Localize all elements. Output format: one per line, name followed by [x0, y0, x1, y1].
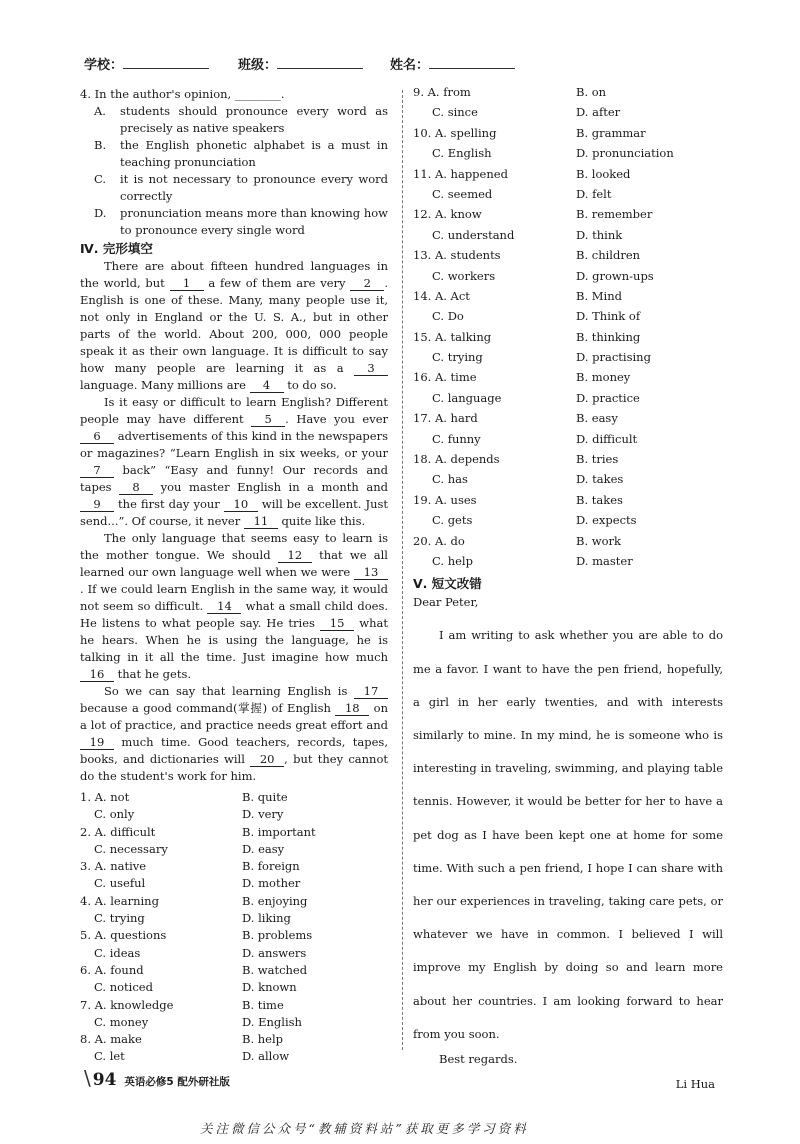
- option-c: C. Do: [432, 309, 464, 324]
- question-4-stem: 4. In the author's opinion, ________.: [80, 87, 285, 101]
- answer-options-right: [413, 84, 723, 573]
- question-4-option-b: [80, 137, 388, 171]
- option-a: 1. A. not: [80, 790, 130, 804]
- option-d: D. very: [242, 807, 284, 822]
- option-a: 19. A. uses: [413, 492, 477, 507]
- blank-2: 2: [350, 277, 384, 291]
- answer-row-ab: [80, 962, 388, 979]
- name-label: 姓名：: [390, 58, 430, 73]
- option-d: D. practising: [576, 350, 651, 365]
- cloze-paragraph-1: [80, 258, 388, 394]
- option-c: C. English: [432, 146, 492, 161]
- option-a: 17. A. hard: [413, 411, 478, 426]
- blank-8: 8: [119, 481, 153, 495]
- name-blank: [429, 54, 515, 69]
- option-b: B. watched: [242, 962, 308, 977]
- blank-7: 7: [80, 464, 114, 478]
- question-4-option-d: [80, 205, 388, 239]
- blank-13: 13: [354, 566, 388, 580]
- answer-row-cd: [413, 227, 723, 247]
- answer-row-cd: [413, 471, 723, 491]
- option-d: D. English: [242, 1014, 302, 1029]
- blank-20: 20: [250, 753, 284, 767]
- letter-closing: Best regards.: [439, 1052, 518, 1067]
- school-blank: [123, 54, 209, 69]
- option-c: C. money: [94, 1014, 149, 1029]
- option-a: 3. A. native: [80, 859, 147, 874]
- option-b: B. grammar: [576, 125, 646, 140]
- blank-16: 16: [80, 668, 114, 682]
- answer-row-cd: [80, 1014, 388, 1031]
- option-b: B. thinking: [576, 329, 641, 344]
- passage-text: that he gets.: [114, 667, 192, 681]
- option-d: D. Think of: [576, 309, 641, 324]
- option-d: D. difficult: [576, 431, 638, 446]
- option-a: 6. A. found: [80, 962, 144, 977]
- option-b: B. children: [576, 248, 641, 263]
- option-d: D. answers: [242, 945, 307, 960]
- option-c: C. language: [432, 390, 502, 405]
- answer-row-ab: [80, 1031, 388, 1048]
- option-d: D. grown-ups: [576, 268, 654, 283]
- left-column: [80, 86, 388, 1066]
- question-4-option-c: [80, 171, 388, 205]
- answer-row-ab: [413, 206, 723, 226]
- option-b: B. takes: [576, 492, 623, 507]
- answer-row-cd: [413, 186, 723, 206]
- class-field: [238, 54, 363, 74]
- answer-row-ab: [413, 125, 723, 145]
- option-a: 12. A. know: [413, 207, 482, 222]
- option-a: 14. A. Act: [413, 288, 470, 303]
- option-a: 20. A. do: [413, 533, 465, 548]
- blank-6: 6: [80, 430, 114, 444]
- option-c: C. trying: [432, 350, 483, 365]
- answer-row-cd: [413, 390, 723, 410]
- option-label: B.: [94, 138, 107, 152]
- option-d: D. takes: [576, 472, 624, 487]
- option-a: 13. A. students: [413, 248, 501, 263]
- passage-text: what he hears. When he is using the language, he is talking in it all the time. Just imagine how much: [80, 616, 388, 664]
- option-d: D. felt: [576, 186, 612, 201]
- option-c: C. noticed: [94, 980, 153, 995]
- passage-text: back” “Easy and funny! Our records and tapes: [80, 463, 388, 494]
- option-a: 7. A. knowledge: [80, 997, 174, 1012]
- option-c: C. necessary: [94, 841, 168, 856]
- option-b: B. work: [576, 533, 621, 548]
- option-c: C. since: [432, 105, 478, 120]
- answer-row-cd: [80, 806, 388, 823]
- option-label: D.: [94, 206, 107, 220]
- option-a: 4. A. learning: [80, 893, 159, 908]
- blank-3: 3: [354, 362, 388, 376]
- option-c: C. understand: [432, 227, 515, 242]
- school-field: [84, 54, 209, 74]
- page-number: 94: [92, 1070, 117, 1090]
- blank-11: 11: [244, 515, 278, 529]
- option-a: 15. A. talking: [413, 329, 492, 344]
- letter-body: I am writing to ask whether you are able to do me a favor. I want to have the pen friend, hopefully, a girl in her early twenties, and with interests similarly to mine. In my mind, he is someone who is interesting in traveling, swimming, and playing table tennis. However, it would be better for her to have a pet dog as I have been kept one at home for some time. With such a pen friend, I hope I can share with her our experiences in traveling, taking care pets, or whatever we have in common. I believed I will improve my English by doing so and learn more about her countries. I am looking forward to hear from you soon.: [413, 628, 723, 1041]
- option-a: 9. A. from: [413, 85, 471, 99]
- answer-row-cd: [80, 979, 388, 996]
- option-c: C. help: [432, 553, 473, 568]
- option-text: students should pronounce every word as precisely as native speakers: [120, 104, 388, 135]
- option-text: pronunciation means more than knowing how to pronounce every single word: [120, 206, 388, 237]
- option-b: B. quite: [242, 790, 288, 804]
- answer-row-ab: [80, 824, 388, 841]
- answer-row-ab: [80, 789, 388, 806]
- option-c: C. let: [94, 1049, 125, 1064]
- cloze-section-title: Ⅳ. 完形填空: [80, 241, 153, 256]
- footer-slash-icon: \: [84, 1066, 91, 1090]
- answer-row-cd: [413, 349, 723, 369]
- option-b: B. tries: [576, 452, 619, 467]
- answer-row-ab: [80, 858, 388, 875]
- cloze-paragraph-3: [80, 530, 388, 683]
- option-d: D. master: [576, 553, 633, 568]
- option-d: D. easy: [242, 841, 285, 856]
- passage-text: advertisements of this kind in the newspapers or magazines? “Learn English in six weeks, or your: [80, 429, 388, 460]
- student-info-header: [84, 54, 744, 76]
- option-c: C. ideas: [94, 945, 141, 960]
- answer-row-cd: [413, 145, 723, 165]
- answer-row-ab: [413, 288, 723, 308]
- option-b: B. looked: [576, 166, 631, 181]
- answer-row-ab: [413, 410, 723, 430]
- answer-row-ab: [413, 166, 723, 186]
- option-d: D. think: [576, 227, 623, 242]
- answer-options-left: [80, 789, 388, 1066]
- page-footer: [84, 1066, 230, 1091]
- blank-10: 10: [224, 498, 258, 512]
- option-a: 18. A. depends: [413, 452, 500, 467]
- answer-row-cd: [413, 553, 723, 573]
- option-d: D. liking: [242, 911, 291, 926]
- passage-text: The only language that seems easy to learn is the mother tongue. We should: [80, 531, 388, 562]
- blank-12: 12: [278, 549, 312, 563]
- option-text: the English phonetic alphabet is a must in teaching pronunciation: [120, 138, 388, 169]
- letter-greeting: Dear Peter,: [413, 595, 479, 610]
- option-b: B. easy: [576, 411, 618, 426]
- option-d: D. mother: [242, 876, 301, 891]
- cloze-paragraph-2: [80, 394, 388, 530]
- cloze-paragraph-4: [80, 683, 388, 785]
- option-b: B. enjoying: [242, 893, 308, 908]
- book-title: 英语必修5 配外研社版: [124, 1076, 230, 1088]
- question-4: [80, 86, 388, 239]
- option-a: 5. A. questions: [80, 928, 167, 943]
- question-4-option-a: [80, 103, 388, 137]
- option-c: C. seemed: [432, 186, 493, 201]
- option-c: C. funny: [432, 431, 481, 446]
- passage-text: There are about fifteen hundred languages in the world, but: [80, 259, 388, 290]
- passage-text: . English is one of these. Many, many people use it, not only in England or the U. S. A., but in other parts of the world. About 200, 000, 000 people speak it as their own language. It is difficult to say how many people are learning it as a: [80, 276, 388, 375]
- answer-row-ab: [413, 451, 723, 471]
- answer-row-cd: [80, 841, 388, 858]
- option-a: 16. A. time: [413, 370, 477, 385]
- answer-row-cd: [413, 431, 723, 451]
- blank-9: 9: [80, 498, 114, 512]
- correction-section-title: Ⅴ. 短文改错: [413, 576, 482, 592]
- option-a: 11. A. happened: [413, 166, 508, 181]
- column-divider: [402, 90, 403, 1050]
- passage-text: much time. Good teachers, records, tapes, books, and dictionaries will: [80, 735, 388, 766]
- passage-text: language. Many millions are: [80, 378, 250, 392]
- answer-row-cd: [80, 945, 388, 962]
- passage-text: the first day your: [114, 497, 224, 511]
- option-c: C. gets: [432, 513, 473, 528]
- option-d: D. known: [242, 980, 297, 995]
- option-text: it is not necessary to pronounce every word correctly: [120, 172, 388, 203]
- option-d: D. pronunciation: [576, 146, 674, 161]
- option-c: C. only: [94, 807, 135, 822]
- option-label: C.: [94, 172, 107, 186]
- option-a: 8. A. make: [80, 1032, 142, 1047]
- blank-17: 17: [354, 685, 388, 699]
- blank-4: 4: [250, 379, 284, 393]
- blank-1: 1: [170, 277, 204, 291]
- class-blank: [277, 54, 363, 69]
- passage-text: . Have you ever: [285, 412, 388, 426]
- blank-19: 19: [80, 736, 114, 750]
- option-d: D. practice: [576, 390, 640, 405]
- option-a: 10. A. spelling: [413, 125, 497, 140]
- handwritten-note: 关注微信公众号“教辅资料站”获取更多学习资料: [200, 1121, 529, 1136]
- option-d: D. after: [576, 105, 621, 120]
- answer-row-cd: [413, 308, 723, 328]
- blank-5: 5: [251, 413, 285, 427]
- answer-row-ab: [413, 492, 723, 512]
- passage-text: Is it easy or difficult to learn English? Different people may have different: [80, 395, 388, 426]
- option-b: B. help: [242, 1032, 284, 1047]
- option-c: C. useful: [94, 876, 146, 891]
- passage-text: on a lot of practice, and practice needs great effort and: [80, 701, 388, 732]
- option-c: C. has: [432, 472, 468, 487]
- option-b: B. problems: [242, 928, 313, 943]
- passage-text: a few of them are very: [203, 276, 351, 290]
- answer-row-ab: [413, 369, 723, 389]
- option-b: B. important: [242, 824, 316, 839]
- answer-row-ab: [80, 927, 388, 944]
- passage-text: that we all learned our own language well when we were: [80, 548, 388, 579]
- letter-signature: Li Hua: [675, 1077, 715, 1092]
- answer-row-cd: [413, 104, 723, 124]
- answer-row-ab: [413, 247, 723, 267]
- answer-row-ab: [80, 893, 388, 910]
- passage-text: you master English in a month and: [153, 480, 388, 494]
- passage-text: what a small child does. He listens to what people say. He tries: [80, 599, 389, 630]
- name-field: [390, 54, 515, 74]
- option-b: B. Mind: [576, 288, 622, 303]
- right-column: [413, 84, 723, 1093]
- blank-14: 14: [207, 600, 241, 614]
- option-c: C. workers: [432, 268, 496, 283]
- option-b: B. on: [576, 85, 607, 99]
- passage-text: will be excellent. Just send...”. Of course, it never: [80, 497, 389, 528]
- option-a: 2. A. difficult: [80, 824, 156, 839]
- answer-row-ab: [80, 997, 388, 1014]
- option-b: B. remember: [576, 207, 653, 222]
- option-label: A.: [94, 104, 106, 118]
- option-d: D. allow: [242, 1049, 290, 1064]
- option-c: C. trying: [94, 911, 145, 926]
- passage-text: to do so.: [283, 378, 337, 392]
- option-b: B. money: [576, 370, 631, 385]
- blank-15: 15: [320, 617, 354, 631]
- blank-18: 18: [335, 702, 369, 716]
- passage-text: , but they cannot do the student's work for him.: [80, 752, 388, 783]
- answer-row-ab: [413, 84, 723, 104]
- passage-text: because a good command(掌握) of English: [80, 701, 336, 715]
- school-label: 学校：: [84, 58, 124, 73]
- answer-row-cd: [80, 910, 388, 927]
- option-b: B. foreign: [242, 859, 300, 874]
- option-b: B. time: [242, 997, 284, 1012]
- answer-row-ab: [413, 533, 723, 553]
- option-d: D. expects: [576, 513, 637, 528]
- passage-text: quite like this.: [277, 514, 366, 528]
- answer-row-cd: [413, 268, 723, 288]
- passage-text: . If we could learn English in the same way, it would not seem so difficult.: [80, 582, 388, 613]
- answer-row-ab: [413, 329, 723, 349]
- passage-text: So we can say that learning English is: [104, 684, 354, 698]
- answer-row-cd: [80, 1048, 388, 1065]
- answer-row-cd: [413, 512, 723, 532]
- class-label: 班级：: [238, 58, 278, 73]
- answer-row-cd: [80, 875, 388, 892]
